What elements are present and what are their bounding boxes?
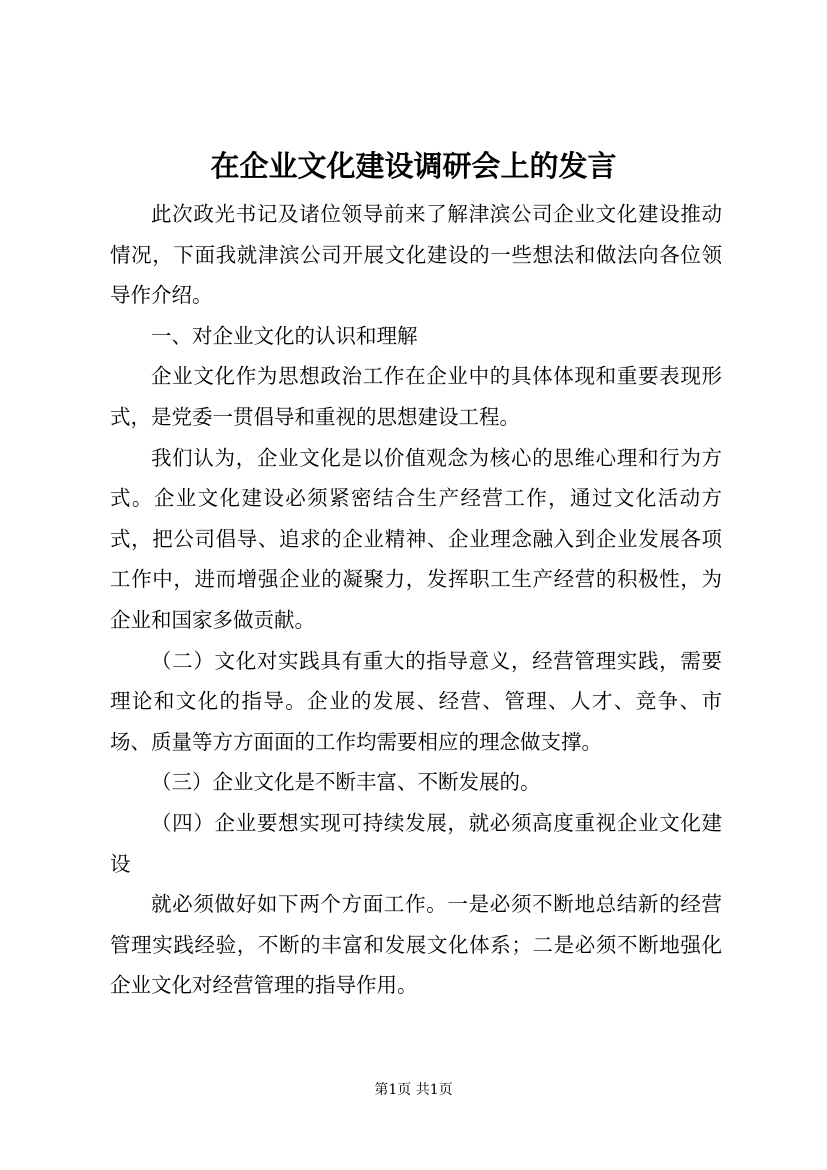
paragraph: 企业文化作为思想政治工作在企业中的具体体现和重要表现形式，是党委一贯倡导和重视的思想建设工程。 — [110, 364, 722, 429]
paragraph: 此次政光书记及诸位领导前来了解津滨公司企业文化建设推动情况，下面我就津滨公司开展文化建设的一些想法和做法向各位领导作介绍。 — [110, 202, 722, 308]
page-footer: 第1页 共1页 — [374, 1082, 453, 1098]
paragraph: （三）企业文化是不断丰富、不断发展的。 — [151, 770, 541, 795]
paragraph: （四）企业要想实现可持续发展，就必须高度重视企业文化建设 — [110, 810, 722, 876]
paragraph: （二）文化对实践具有重大的指导意义，经营管理实践，需要理论和文化的指导。企业的发展、经营、管理、人才、竞争、市场、质量等方方面面的工作均需要相应的理念做支撑。 — [110, 648, 722, 754]
document-body — [110, 194, 722, 1006]
document-title: 在企业文化建设调研会上的发言 — [210, 149, 617, 183]
section-heading: 一、对企业文化的认识和理解 — [151, 323, 418, 348]
paragraph: 就必须做好如下两个方面工作。一是必须不断地总结新的经营管理实践经验，不断的丰富和发展文化体系；二是必须不断地强化企业文化对经营管理的指导作用。 — [110, 892, 722, 998]
paragraph: 我们认为，企业文化是以价值观念为核心的思维心理和行为方式。企业文化建设必须紧密结合生产经营工作，通过文化活动方式，把公司倡导、追求的企业精神、企业理念融入到企业发展各项工作中，进而增强企业的凝聚力，发挥职工生产经营的积极性，为企业和国家多做贡献。 — [110, 445, 722, 632]
